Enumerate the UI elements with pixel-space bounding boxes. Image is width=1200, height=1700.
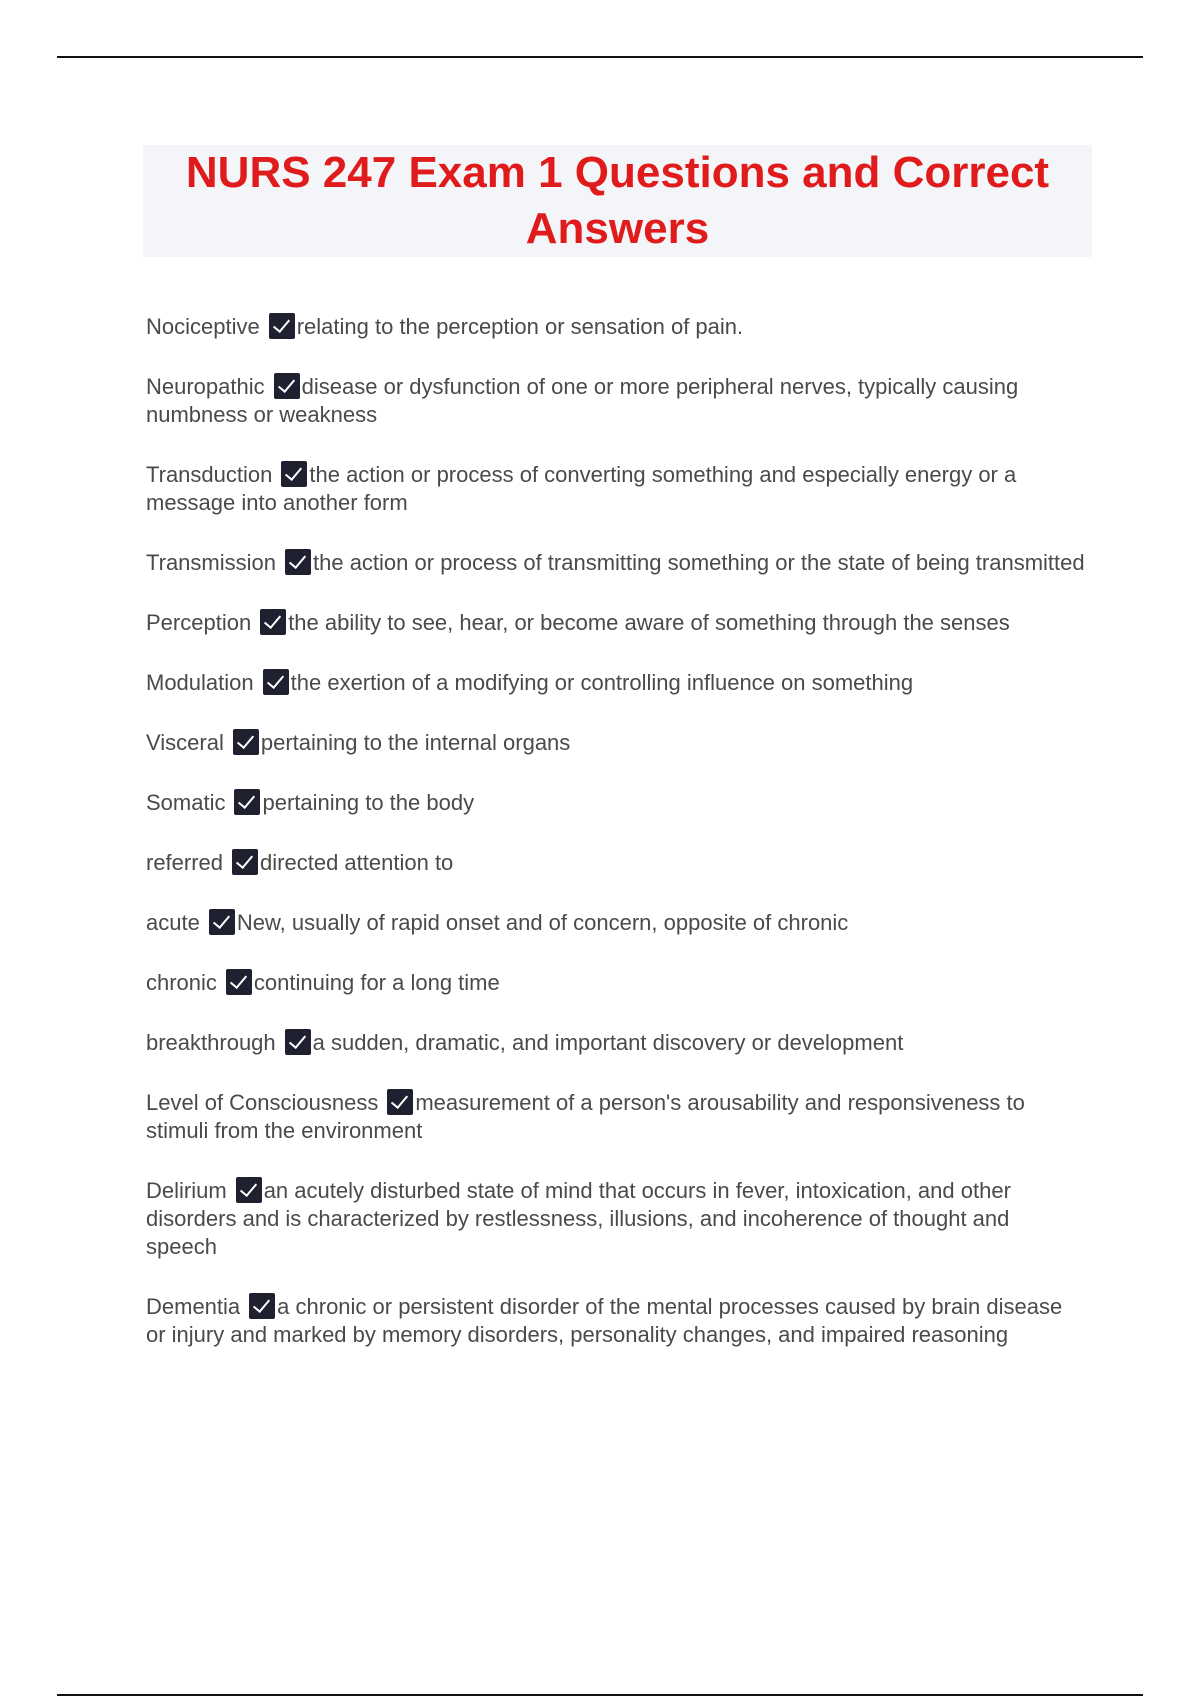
qa-definition: pertaining to the body (262, 790, 475, 815)
qa-term: chronic (146, 970, 217, 995)
checkmark-icon (209, 909, 235, 935)
title-banner (143, 145, 1092, 257)
qa-definition: a chronic or persistent disorder of the mental processes caused by brain disease or injury and marked by memory disorders, personality changes, and impaired reasoning (146, 1294, 1063, 1347)
qa-list (146, 313, 1086, 1381)
qa-definition: the action or process of transmitting something or the state of being transmitted (313, 550, 1085, 575)
checkmark-icon (274, 373, 300, 399)
checkmark-icon (263, 669, 289, 695)
qa-term: acute (146, 910, 200, 935)
qa-item (146, 849, 1086, 877)
checkmark-icon (236, 1177, 262, 1203)
qa-term: Modulation (146, 670, 254, 695)
checkmark-icon (226, 969, 252, 995)
qa-item (146, 669, 1086, 697)
qa-term: Nociceptive (146, 314, 260, 339)
qa-definition: New, usually of rapid onset and of concern, opposite of chronic (236, 910, 849, 935)
qa-definition: pertaining to the internal organs (260, 730, 571, 755)
checkmark-icon (234, 789, 260, 815)
checkmark-icon (232, 849, 258, 875)
qa-item (146, 1177, 1086, 1261)
qa-definition: the exertion of a modifying or controlling influence on something (290, 670, 914, 695)
checkmark-icon (387, 1089, 413, 1115)
qa-definition: measurement of a person's arousability and responsiveness to stimuli from the environment (146, 1090, 1025, 1143)
qa-item (146, 549, 1086, 577)
qa-item (146, 909, 1086, 937)
qa-definition: continuing for a long time (253, 970, 500, 995)
qa-item (146, 1293, 1086, 1349)
qa-term: referred (146, 850, 224, 875)
qa-item (146, 729, 1086, 757)
qa-term: Level of Consciousness (146, 1090, 379, 1115)
qa-item (146, 969, 1086, 997)
qa-term: Delirium (146, 1178, 227, 1203)
qa-definition: relating to the perception or sensation of pain. (296, 314, 744, 339)
top-divider (57, 56, 1143, 58)
qa-term: Perception (146, 610, 252, 635)
qa-term: Somatic (146, 790, 226, 815)
checkmark-icon (285, 549, 311, 575)
qa-definition: a sudden, dramatic, and important discovery or development (312, 1030, 904, 1055)
qa-item (146, 1029, 1086, 1057)
qa-item (146, 313, 1086, 341)
qa-term: Dementia (146, 1294, 241, 1319)
bottom-divider (57, 1694, 1143, 1696)
qa-item (146, 609, 1086, 637)
qa-item (146, 789, 1086, 817)
qa-term: Neuropathic (146, 374, 265, 399)
qa-definition: an acutely disturbed state of mind that occurs in fever, intoxication, and other disorders and is characterized by restlessness, illusions, and incoherence of thought and speech (146, 1178, 1011, 1259)
page-title: NURS 247 Exam 1 Questions and Correct Answers (185, 148, 1050, 253)
qa-definition: disease or dysfunction of one or more peripheral nerves, typically causing numbness or weakness (146, 374, 1019, 427)
qa-term: Transmission (146, 550, 276, 575)
qa-term: Transduction (146, 462, 273, 487)
qa-item (146, 1089, 1086, 1145)
qa-term: breakthrough (146, 1030, 276, 1055)
checkmark-icon (269, 313, 295, 339)
checkmark-icon (281, 461, 307, 487)
checkmark-icon (249, 1293, 275, 1319)
checkmark-icon (260, 609, 286, 635)
checkmark-icon (285, 1029, 311, 1055)
qa-definition: the ability to see, hear, or become aware of something through the senses (288, 610, 1010, 635)
qa-item (146, 373, 1086, 429)
qa-definition: the action or process of converting something and especially energy or a message into another form (146, 462, 1017, 515)
qa-item (146, 461, 1086, 517)
qa-definition: directed attention to (260, 850, 454, 875)
checkmark-icon (233, 729, 259, 755)
qa-term: Visceral (146, 730, 224, 755)
